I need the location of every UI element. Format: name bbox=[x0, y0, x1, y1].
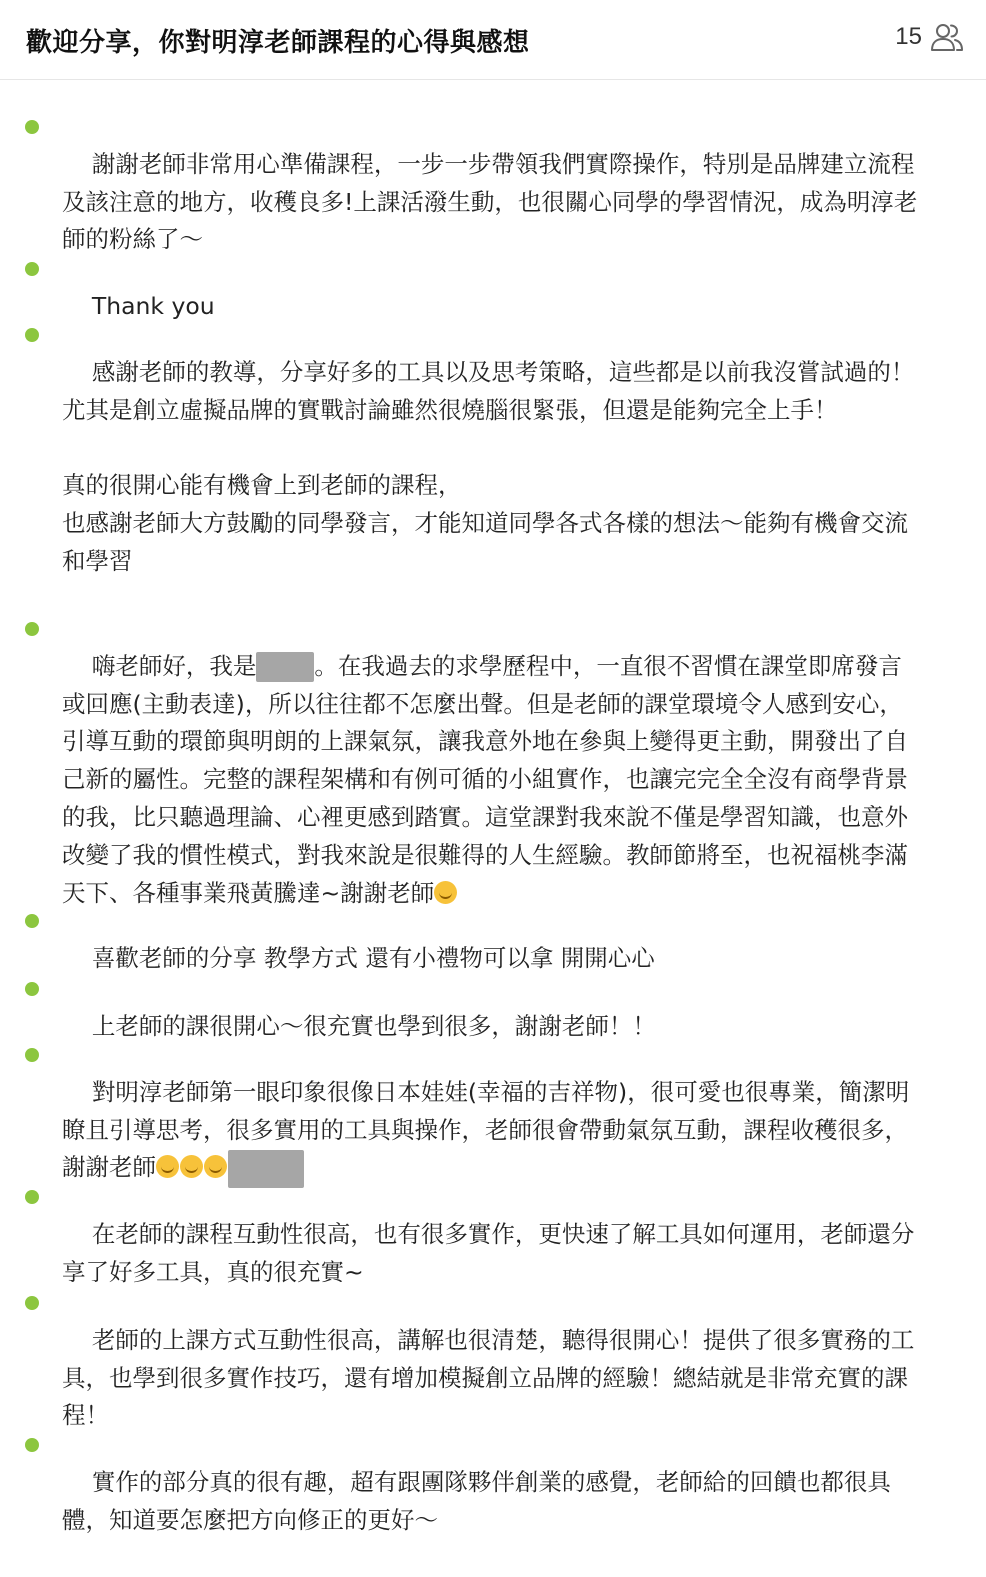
response-item bbox=[62, 316, 924, 618]
users-icon bbox=[930, 22, 964, 52]
participant-count: 15 bbox=[895, 23, 922, 50]
bullet-dot bbox=[25, 622, 39, 636]
bullet-dot bbox=[25, 914, 39, 928]
bullet-dot bbox=[25, 262, 39, 276]
bullet-dot bbox=[25, 328, 39, 342]
bullet-dot bbox=[25, 1438, 39, 1452]
smiling-emoji-icon bbox=[180, 1155, 203, 1178]
redacted-name bbox=[256, 652, 314, 682]
response-text: 嗨老師好，我是 bbox=[91, 651, 257, 680]
response-text: 。在我過去的求學歷程中，一直很不習慣在課堂即席發言或回應(主動表達)，所以往往都不怎麼出聲。但是老師的課堂環境令人感到安心，引導互動的環節與明朗的上課氣氛，讓我意外地在參與上變得更主動，開發出了自己新的屬性。完整的課程架構和有例可循的小組實作，也讓完完全全沒有商學背景的我，比只聽過理論、心裡更感到踏實。這堂課對我來說不僅是學習知識，也意外改變了我的慣性模式，對我來說是很難得的人生經驗。教師節將至，也祝福桃李滿天下、各種事業飛黃騰達~謝謝老師 bbox=[62, 651, 908, 907]
response-text: 對明淳老師第一眼印象很像日本娃娃(幸福的吉祥物)，很可愛也很專業，簡潔明瞭且引導思考，很多實用的工具與操作，老師很會帶動氣氛互動，課程收穫很多，謝謝老師 bbox=[62, 1077, 910, 1182]
response-text: 謝謝老師非常用心準備課程，一步一步帶領我們實際操作，特別是品牌建立流程及該注意的地方，收穫良多!上課活潑生動，也很關心同學的學習情況，成為明淳老師的粉絲了～ bbox=[62, 149, 918, 254]
response-item bbox=[62, 1426, 924, 1577]
response-text: 上老師的課很開心～很充實也學到很多，謝謝老師！！ bbox=[91, 1011, 656, 1040]
response-text: 在老師的課程互動性很高，也有很多實作，更快速了解工具如何運用，老師還分享了好多工具，真的很充實~ bbox=[62, 1219, 915, 1286]
response-text: 老師的上課方式互動性很高，講解也很清楚，聽得很開心！提供了很多實務的工具，也學到很多實作技巧，還有增加模擬創立品牌的經驗！總結就是非常充實的課程！ bbox=[62, 1325, 915, 1430]
smiling-emoji-icon bbox=[156, 1155, 179, 1178]
page-title: 歡迎分享，你對明淳老師課程的心得與感想 bbox=[26, 28, 530, 58]
participants-indicator[interactable] bbox=[895, 22, 964, 52]
bullet-dot bbox=[25, 120, 39, 134]
header bbox=[0, 0, 986, 80]
response-text: 喜歡老師的分享 教學方式 還有小禮物可以拿 開開心心 bbox=[91, 943, 655, 972]
bullet-dot bbox=[25, 982, 39, 996]
smiling-emoji-icon bbox=[204, 1155, 227, 1178]
bullet-dot bbox=[25, 1048, 39, 1062]
response-text: 感謝老師的教導，分享好多的工具以及思考策略，這些都是以前我沒嘗試過的！尤其是創立虛擬品牌的實戰討論雖然很燒腦很緊張，但還是能夠完全上手！ 真的很開心能有機會上到老師的課程， 也感謝老師大方鼓勵的同學發言，才能知道同學各式各樣的想法～能夠有機會交流和學習 bbox=[62, 357, 915, 575]
response-text: 實作的部分真的很有趣，超有跟團隊夥伴創業的感覺，老師給的回饋也都很具體，知道要怎麼把方向修正的更好～ bbox=[62, 1467, 891, 1534]
response-text: Thank you bbox=[91, 291, 215, 320]
bullet-dot bbox=[25, 1190, 39, 1204]
bullet-dot bbox=[25, 1296, 39, 1310]
response-item bbox=[62, 610, 924, 950]
grinning-emoji-icon bbox=[434, 881, 457, 904]
